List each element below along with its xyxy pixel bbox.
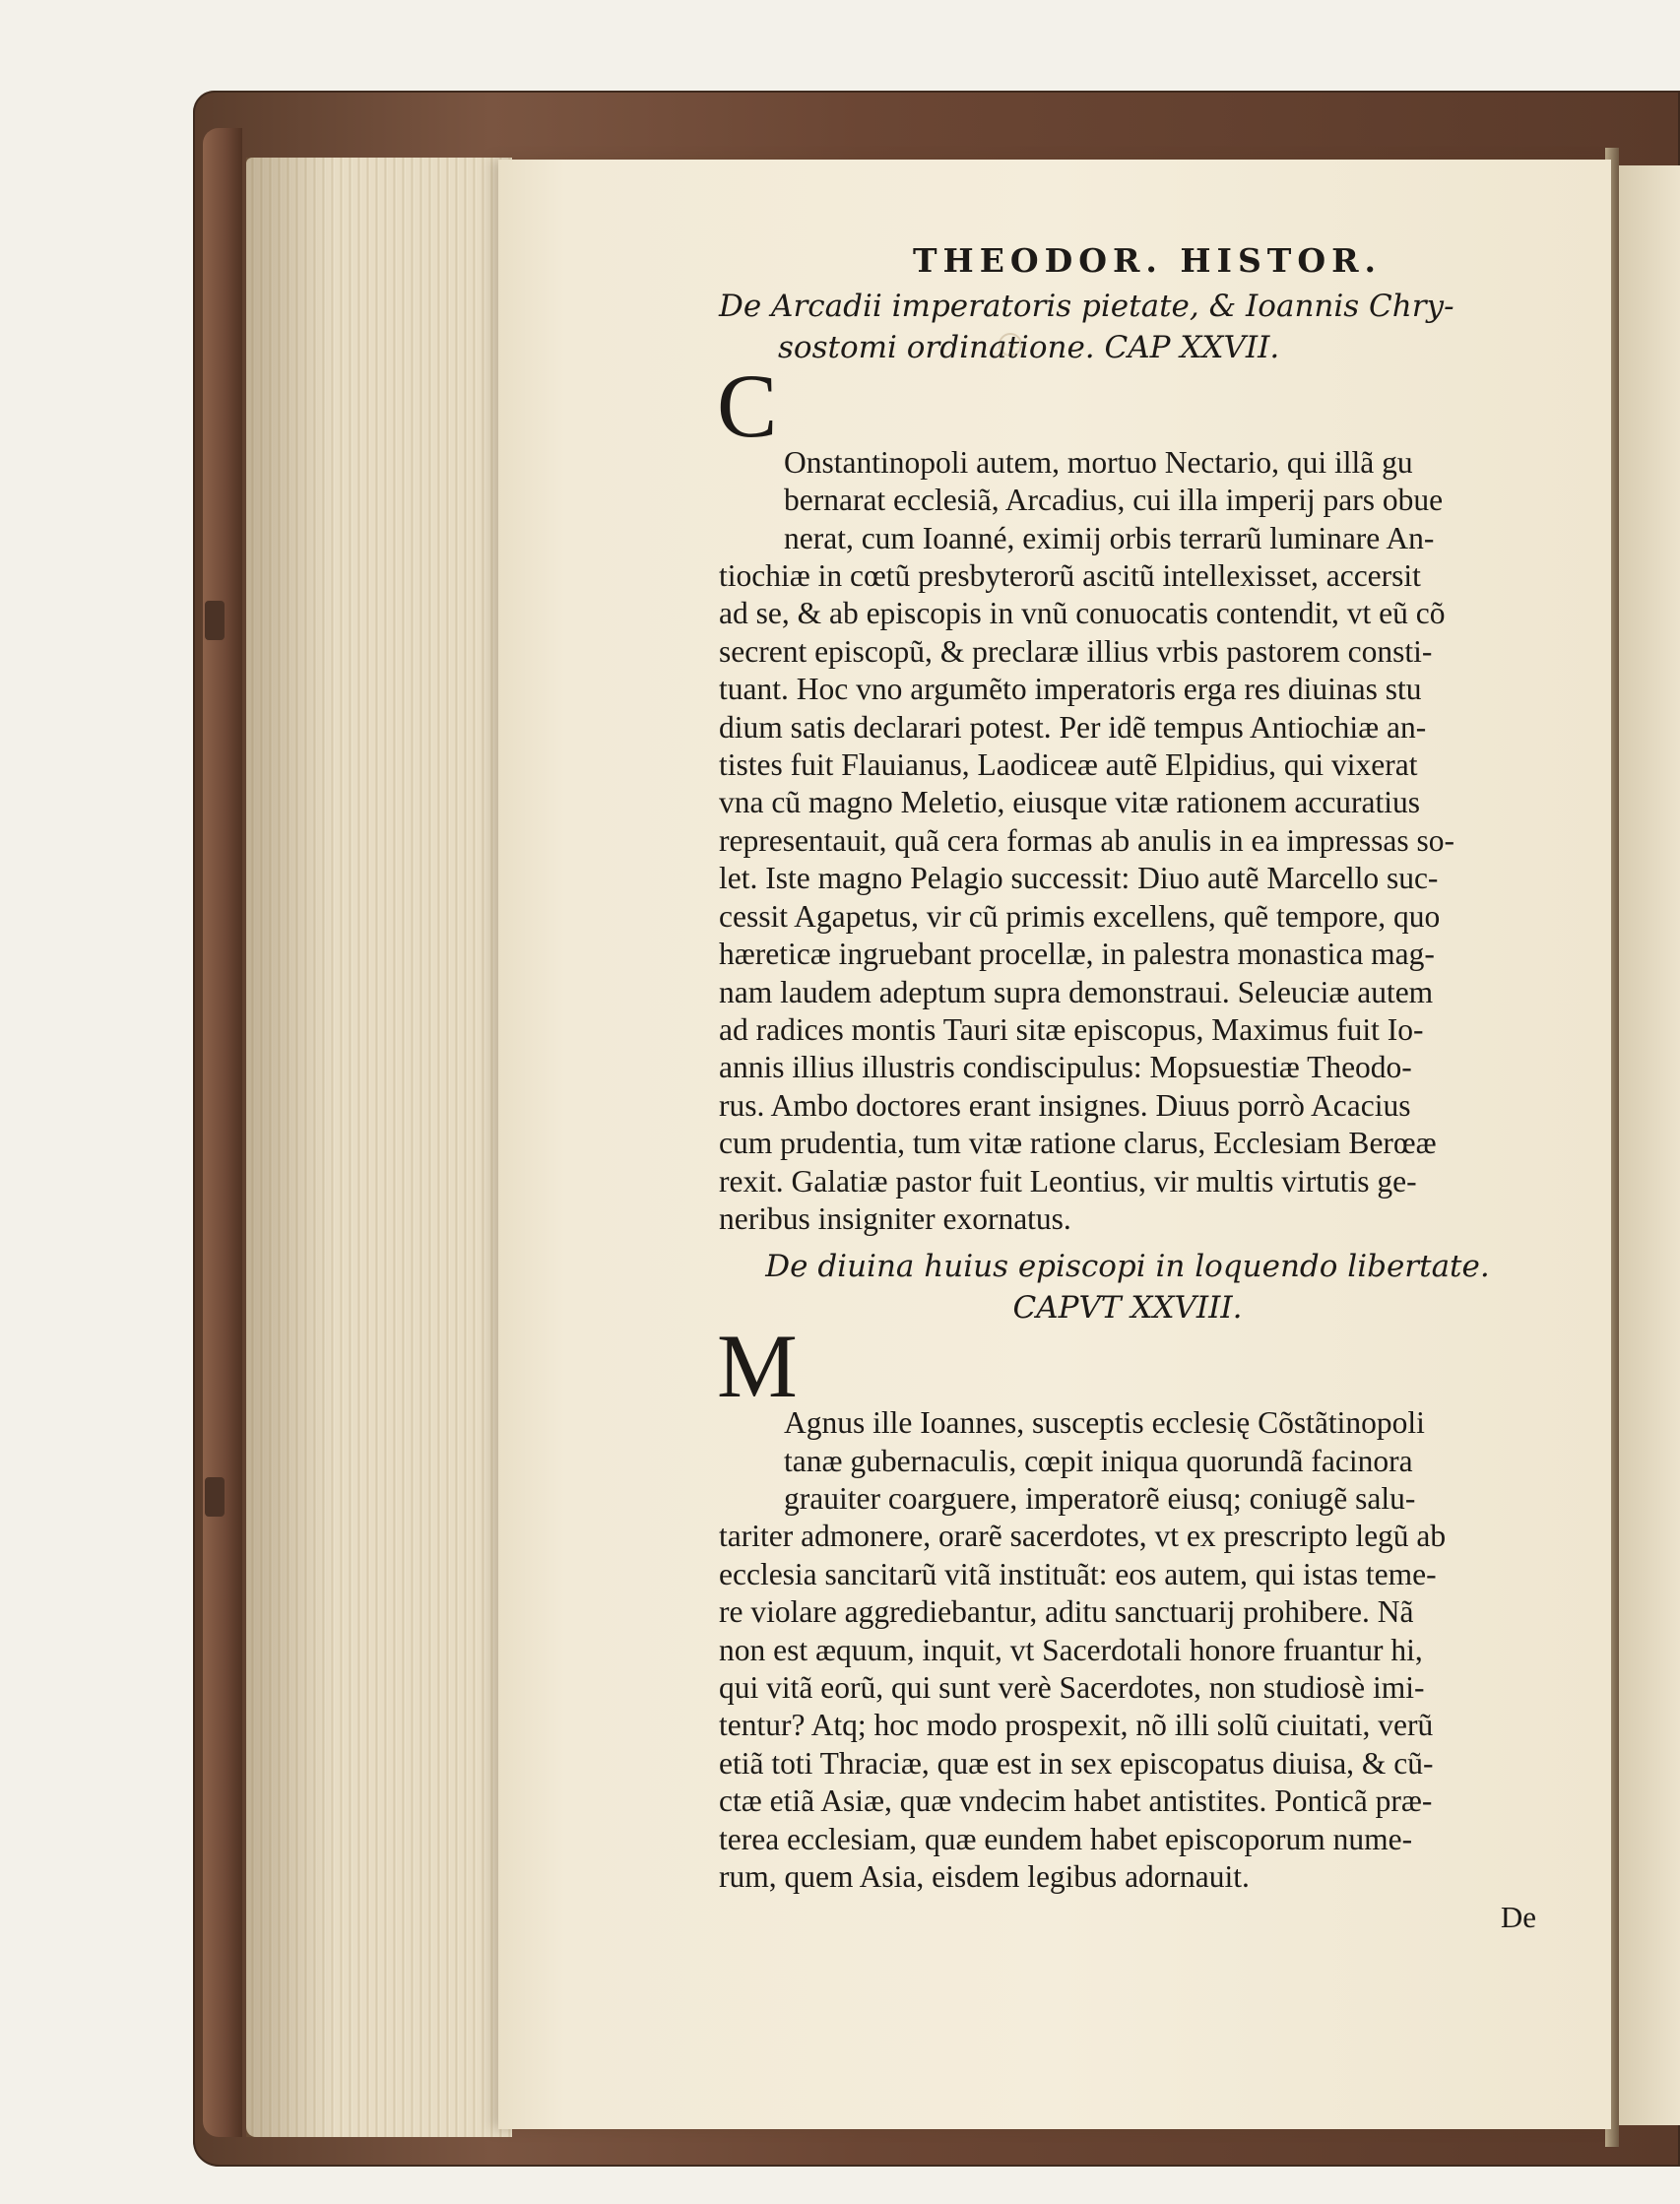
chapter-28-opening	[717, 1316, 1536, 1518]
chapter-28-title: De diuina huius episcopi in loquendo libertate.	[765, 1249, 1490, 1285]
running-head: THEODOR. HISTOR.	[912, 241, 1383, 280]
chapter-27-title: De Arcadii imperatoris pietate, & Ioannis Chry-	[719, 289, 1454, 324]
chapter-27-opening	[717, 356, 1536, 557]
facing-page	[1619, 165, 1680, 2125]
clasp-icon	[205, 601, 225, 640]
drop-cap: M	[717, 1316, 798, 1417]
chapter-28-body: tariter admonere, orarẽ sacerdotes, vt ex prescripto legũ ab ecclesia sancitarũ vitã instituãt: eos autem, qui istas teme- re violare aggrediebantur, aditu sanctuarij prohibere. Nã non est æquum, inquit, vt Sacerdotali honore fruantur hi, qui vitã eorũ, qui sunt verè Sacerdotes, non studiosè imi- tentur? Atq; hoc modo prospexit, nõ illi solũ ciuitati, verũ etiã toti Thraciæ, quæ est in sex episcopatus diuisa, & cũ- ctæ etiã Asiæ, quæ vndecim habet antistites. Ponticã præ- terea ecclesiam, quæ eundem habet episcoporum nume- rum, quem Asia, eisdem legibus adornauit.	[719, 1519, 1447, 1895]
cover-edge	[203, 128, 242, 2137]
text-block	[719, 241, 1536, 1935]
chapter-27-number: sostomi ordinatione. CAP XXVII.	[778, 330, 1280, 365]
clasp-icon	[205, 1477, 225, 1517]
page-edges-shade	[246, 158, 335, 2137]
opening-lines: Agnus ille Ioannes, susceptis ecclesię Cõstãtinopoli tanæ gubernaculis, cœpit iniqua quorundã facinora grauiter coarguere, imperatorẽ eiusq; coniugẽ salu-	[784, 1405, 1425, 1516]
catchword: De	[1500, 1900, 1536, 1935]
chapter-28-number: CAPVT XXVIII.	[1012, 1290, 1243, 1327]
opening-lines: Onstantinopoli autem, mortuo Nectario, qui illã gu bernarat ecclesiã, Arcadius, cui illa imperij pars obue nerat, cum Ioanné, eximij orbis terrarũ luminare An-	[784, 444, 1444, 555]
drop-cap: C	[717, 356, 778, 456]
chapter-27-body: tiochiæ in cœtũ presbyterorũ ascitũ intellexisset, accersit ad se, & ab episcopis in vnũ conuocatis contendit, vt eũ cõ secrent episcopũ, & preclaræ illius vrbis pastorem consti- tuant. Hoc vno argumẽto imperatoris erga res diuinas stu dium satis declarari potest. Per idẽ tempus Antiochiæ an- tistes fuit Flauianus, Laodiceæ autẽ Elpidius, qui vixerat vna cũ magno Meletio, eiusque vitæ rationem accuratius representauit, quã cera formas ab anulis in ea impressas so- let. Iste magno Pelagio successit: Diuo autẽ Marcello suc- cessit Agapetus, vir cũ primis excellens, quẽ tempore, quo hæreticæ ingruebant procellæ, in palestra monastica mag- nam laudem adeptum supra demonstraui. Seleuciæ autem ad radices montis Tauri sitæ episcopus, Maximus fuit Io- annis illius illustris condiscipulus: Mopsuestiæ Theodo- rus. Ambo doctores erant insignes. Diuus porrò Acacius cum prudentia, tum vitæ ratione clarus, Ecclesiam Berœæ rexit. Galatiæ pastor fuit Leontius, vir multis virtutis ge- neribus insigniter exornatus.	[719, 558, 1454, 1236]
